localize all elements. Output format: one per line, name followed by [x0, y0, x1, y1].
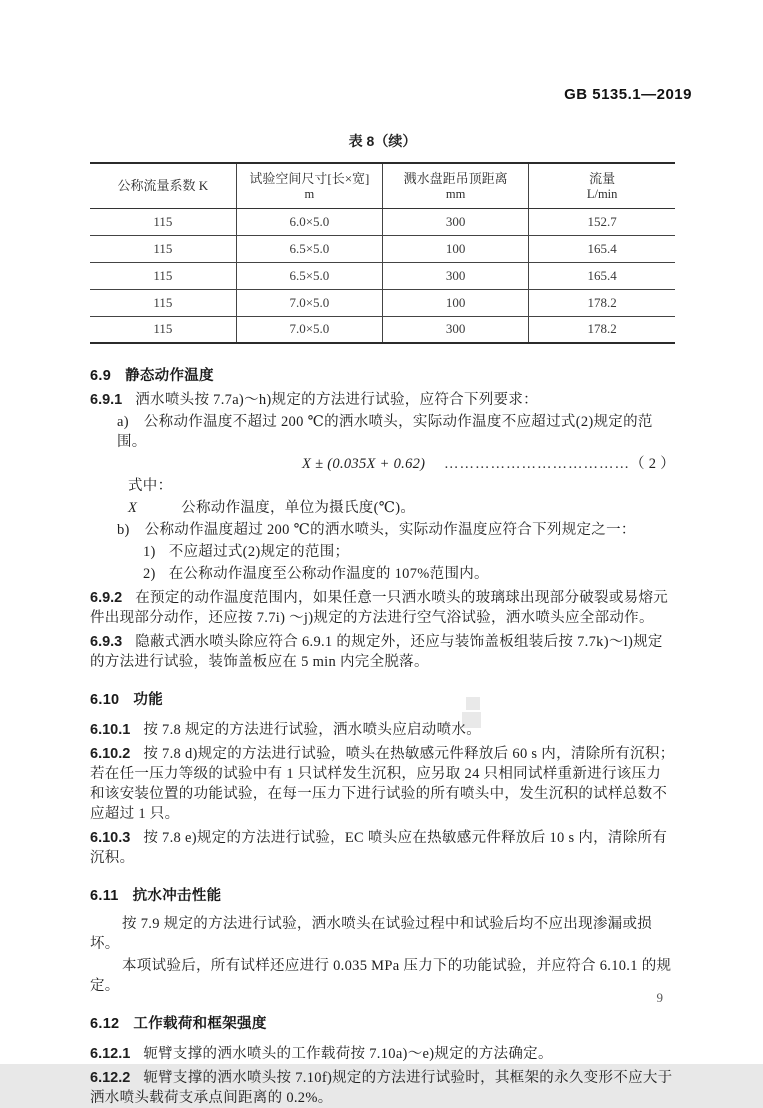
clause-6-10-2	[90, 744, 675, 824]
col-header-label: 试验空间尺寸[长×宽]	[249, 170, 370, 186]
col-header-label: 流量	[589, 170, 616, 186]
spacer	[90, 710, 675, 716]
section-heading-6-10	[90, 690, 675, 710]
table-cell: 152.7	[529, 208, 675, 235]
list-item-text: 公称动作温度超过 200 ℃的洒水喷头，实际动作温度应符合下列规定之一：	[144, 522, 636, 538]
scan-artifact	[462, 712, 481, 728]
section-heading-6-12	[90, 1014, 675, 1034]
list-item-label: 1)	[143, 544, 156, 560]
flow-spec-table	[90, 162, 675, 344]
table-cell: 7.0×5.0	[236, 316, 382, 343]
page-number: 9	[656, 990, 663, 1005]
col-header-flow-coefficient	[90, 163, 236, 208]
clause-6-12-2	[90, 1068, 675, 1108]
clause-text: 在预定的动作温度范围内，如果任意一只洒水喷头的玻璃球出现部分破裂或易熔元件出现部分动作，还应按 7.7i) ～j)规定的方法进行空气浴试验，洒水喷头应全部动作。	[90, 590, 669, 626]
table-cell: 165.4	[529, 262, 675, 289]
clause-text: 按 7.8 d)规定的方法进行试验，喷头在热敏感元件释放后 60 s 内，清除所有沉积；若在任一压力等级的试验中有 1 只试样发生沉积，应另取 24 只相同试样重新进行该压力和该安装位置的功能试验，在每一压力下进行试验的所有喷头中，发生沉积的试样总数不应超过 1 只。	[90, 746, 675, 822]
list-item-a	[90, 412, 675, 452]
col-header-flow-rate	[529, 163, 675, 208]
section-number: 6.10	[90, 692, 120, 708]
table-cell: 6.0×5.0	[236, 208, 382, 235]
clause-number: 6.10.2	[90, 746, 131, 762]
formula-2	[90, 454, 675, 474]
list-item-label: a)	[117, 414, 129, 430]
spacer	[90, 1034, 675, 1040]
clause-text: 隐蔽式洒水喷头除应符合 6.9.1 的规定外，还应与装饰盖板组装后按 7.7k)～l)规定的方法进行试验，装饰盖板应在 5 min 内完全脱落。	[90, 634, 663, 670]
scan-artifact	[466, 697, 480, 710]
table-cell: 165.4	[529, 235, 675, 262]
section-title: 工作载荷和框架强度	[133, 1016, 267, 1032]
table-cell: 178.2	[529, 316, 675, 343]
table-cell: 115	[90, 316, 236, 343]
table-header	[90, 163, 675, 208]
clause-text: 按 7.8 规定的方法进行试验，洒水喷头应启动喷水。	[143, 722, 482, 738]
col-header-unit: m	[304, 186, 315, 201]
table-cell: 115	[90, 235, 236, 262]
formula-where-intro: 式中：	[128, 478, 173, 494]
table-row	[90, 289, 675, 316]
table-header-row	[90, 163, 675, 208]
clause-6-9-2	[90, 588, 675, 628]
table-cell: 115	[90, 208, 236, 235]
equation-number: （ 2 ）	[630, 456, 675, 472]
clause-text: 轭臂支撑的洒水喷头的工作载荷按 7.10a)～e)规定的方法确定。	[143, 1046, 553, 1062]
clause-6-9-3	[90, 632, 675, 672]
clause-text: 按 7.8 e)规定的方法进行试验，EC 喷头应在热敏感元件释放后 10 s 内，清除所有沉积。	[90, 830, 668, 866]
section-heading-6-11	[90, 886, 675, 906]
standard-number: GB 5135.1—2019	[564, 86, 692, 103]
table-cell: 115	[90, 262, 236, 289]
spacer	[90, 906, 675, 912]
table-cell: 100	[383, 289, 529, 316]
list-item-text: 不应超过式(2)规定的范围；	[168, 544, 350, 560]
list-item-text: 公称动作温度不超过 200 ℃的洒水喷头，实际动作温度不应超过式(2)规定的范围。	[117, 414, 653, 450]
paragraph-6-11-1: 按 7.9 规定的方法进行试验，洒水喷头在试验过程中和试验后均不应出现渗漏或损坏。	[90, 916, 653, 952]
section-title: 抗水冲击性能	[132, 888, 222, 904]
clause-number: 6.9.3	[90, 634, 123, 650]
formula-symbol-desc: 公称动作温度，单位为摄氏度(℃)。	[181, 500, 416, 516]
dot-leader: ………………………………	[444, 456, 630, 472]
clause-6-12-1	[90, 1044, 675, 1064]
section-title: 功能	[133, 692, 164, 708]
table-cell: 100	[383, 235, 529, 262]
col-header-label: 溅水盘距吊顶距离	[403, 170, 508, 186]
clause-text: 洒水喷头按 7.7a)～h)规定的方法进行试验，应符合下列要求：	[135, 392, 538, 408]
clause-number: 6.10.3	[90, 830, 131, 846]
paragraph-6-11-2: 本项试验后，所有试样还应进行 0.035 MPa 压力下的功能试验，并应符合 6.10.1 的规定。	[90, 958, 672, 994]
clause-6-9-1	[90, 390, 675, 410]
table-body	[90, 208, 675, 343]
list-item-label: b)	[117, 522, 130, 538]
list-item-label: 2)	[143, 566, 156, 582]
section-title: 静态动作温度	[125, 368, 214, 384]
clause-6-10-3	[90, 828, 675, 868]
table-row	[90, 208, 675, 235]
formula-symbol: X	[128, 500, 138, 516]
section-number: 6.11	[90, 888, 119, 904]
clause-number: 6.12.1	[90, 1046, 131, 1062]
table-row	[90, 235, 675, 262]
table-cell: 115	[90, 289, 236, 316]
clause-number: 6.10.1	[90, 722, 131, 738]
clause-number: 6.9.1	[90, 392, 123, 408]
table-cell: 6.5×5.0	[236, 262, 382, 289]
page-content	[90, 0, 675, 1108]
clauses-body	[90, 366, 675, 1108]
table-cell: 300	[383, 262, 529, 289]
table-cell: 300	[383, 208, 529, 235]
table-cell: 178.2	[529, 289, 675, 316]
table-cell: 6.5×5.0	[236, 235, 382, 262]
clause-text: 轭臂支撑的洒水喷头按 7.10f)规定的方法进行试验时，其框架的永久变形不应大于洒水喷头载荷支承点间距离的 0.2%。	[90, 1070, 673, 1106]
col-header-unit: L/min	[586, 186, 618, 201]
col-header-test-space-size	[236, 163, 382, 208]
clause-number: 6.12.2	[90, 1070, 131, 1086]
table-caption: 表 8（续）	[348, 133, 417, 149]
table-cell: 7.0×5.0	[236, 289, 382, 316]
col-header-unit: mm	[445, 186, 466, 201]
clause-number: 6.9.2	[90, 590, 123, 606]
section-heading-6-9	[90, 366, 675, 386]
list-item-b-2	[90, 564, 675, 584]
col-header-label: 公称流量系数 K	[117, 178, 209, 194]
table-row	[90, 262, 675, 289]
formula-expression: X ± (0.035X + 0.62)	[302, 456, 426, 472]
list-item-b-1	[90, 542, 675, 562]
section-number: 6.12	[90, 1016, 120, 1032]
formula-symbol-definition	[90, 498, 675, 518]
section-number: 6.9	[90, 368, 112, 384]
col-header-deflector-ceiling-distance	[383, 163, 529, 208]
table-cell: 300	[383, 316, 529, 343]
table-row	[90, 316, 675, 343]
clause-6-10-1	[90, 720, 675, 740]
list-item-text: 在公称动作温度至公称动作温度的 107%范围内。	[168, 566, 489, 582]
list-item-b	[90, 520, 675, 540]
